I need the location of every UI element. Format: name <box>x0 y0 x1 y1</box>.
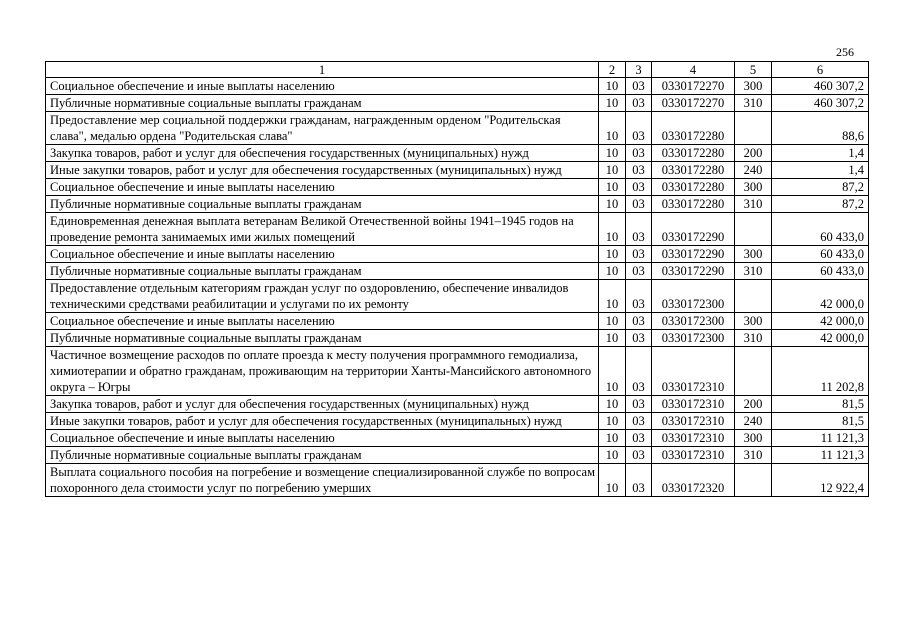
column-header-sum: 6 <box>772 62 869 78</box>
cell-csr: 0330172280 <box>652 179 735 196</box>
table-row <box>46 430 869 447</box>
cell-pr: 03 <box>626 313 652 330</box>
cell-name: Закупка товаров, работ и услуг для обеспечения государственных (муниципальных) нужд <box>46 396 599 413</box>
cell-rz: 10 <box>599 464 626 497</box>
cell-name: Социальное обеспечение и иные выплаты населению <box>46 430 599 447</box>
cell-rz: 10 <box>599 413 626 430</box>
cell-sum: 1,4 <box>772 162 869 179</box>
cell-name: Социальное обеспечение и иные выплаты населению <box>46 246 599 263</box>
cell-vr <box>735 347 772 396</box>
cell-vr: 200 <box>735 396 772 413</box>
cell-csr: 0330172280 <box>652 162 735 179</box>
cell-name: Предоставление отдельным категориям граждан услуг по оздоровлению, обеспечение инвалидов техническими средствами реабилитации и услугами по их ремонту <box>46 280 599 313</box>
cell-vr: 300 <box>735 313 772 330</box>
cell-vr <box>735 112 772 145</box>
table-body <box>46 62 869 497</box>
cell-csr: 0330172280 <box>652 145 735 162</box>
cell-vr <box>735 464 772 497</box>
table-row <box>46 78 869 95</box>
cell-name: Выплата социального пособия на погребение и возмещение специализированной службе по вопросам похоронного дела стоимости услуг по погребению умерших <box>46 464 599 497</box>
cell-pr: 03 <box>626 179 652 196</box>
cell-vr <box>735 280 772 313</box>
cell-rz: 10 <box>599 213 626 246</box>
table-row <box>46 246 869 263</box>
cell-csr: 0330172280 <box>652 112 735 145</box>
cell-csr: 0330172310 <box>652 413 735 430</box>
table-row <box>46 162 869 179</box>
cell-rz: 10 <box>599 112 626 145</box>
table-row <box>46 347 869 396</box>
cell-csr: 0330172290 <box>652 246 735 263</box>
table-row <box>46 112 869 145</box>
budget-table <box>45 61 869 497</box>
cell-rz: 10 <box>599 246 626 263</box>
cell-vr: 300 <box>735 246 772 263</box>
cell-pr: 03 <box>626 447 652 464</box>
cell-name: Закупка товаров, работ и услуг для обеспечения государственных (муниципальных) нужд <box>46 145 599 162</box>
cell-name: Публичные нормативные социальные выплаты гражданам <box>46 95 599 112</box>
cell-pr: 03 <box>626 145 652 162</box>
table-row <box>46 330 869 347</box>
cell-pr: 03 <box>626 413 652 430</box>
cell-vr: 310 <box>735 196 772 213</box>
column-header-csr: 4 <box>652 62 735 78</box>
column-header-vr: 5 <box>735 62 772 78</box>
cell-vr: 310 <box>735 330 772 347</box>
cell-sum: 81,5 <box>772 413 869 430</box>
cell-sum: 42 000,0 <box>772 330 869 347</box>
cell-vr: 200 <box>735 145 772 162</box>
cell-sum: 42 000,0 <box>772 280 869 313</box>
cell-csr: 0330172280 <box>652 196 735 213</box>
cell-rz: 10 <box>599 263 626 280</box>
cell-name: Предоставление мер социальной поддержки гражданам, награжденным орденом "Родительская слава", медалью ордена "Родительская слава" <box>46 112 599 145</box>
table-row <box>46 213 869 246</box>
cell-vr: 310 <box>735 95 772 112</box>
table-row <box>46 313 869 330</box>
table-row <box>46 396 869 413</box>
cell-pr: 03 <box>626 430 652 447</box>
cell-csr: 0330172290 <box>652 213 735 246</box>
cell-sum: 87,2 <box>772 196 869 213</box>
cell-name: Социальное обеспечение и иные выплаты населению <box>46 179 599 196</box>
cell-rz: 10 <box>599 396 626 413</box>
cell-sum: 81,5 <box>772 396 869 413</box>
table-row <box>46 179 869 196</box>
table-row <box>46 464 869 497</box>
cell-vr <box>735 213 772 246</box>
cell-pr: 03 <box>626 246 652 263</box>
cell-name: Иные закупки товаров, работ и услуг для обеспечения государственных (муниципальных) нужд <box>46 162 599 179</box>
table-row <box>46 196 869 213</box>
cell-sum: 60 433,0 <box>772 213 869 246</box>
cell-rz: 10 <box>599 330 626 347</box>
table-row <box>46 413 869 430</box>
cell-pr: 03 <box>626 347 652 396</box>
cell-sum: 1,4 <box>772 145 869 162</box>
cell-csr: 0330172300 <box>652 280 735 313</box>
cell-name: Социальное обеспечение и иные выплаты населению <box>46 313 599 330</box>
cell-sum: 60 433,0 <box>772 263 869 280</box>
table-row <box>46 447 869 464</box>
cell-csr: 0330172320 <box>652 464 735 497</box>
cell-pr: 03 <box>626 78 652 95</box>
cell-rz: 10 <box>599 145 626 162</box>
cell-rz: 10 <box>599 78 626 95</box>
cell-csr: 0330172290 <box>652 263 735 280</box>
cell-sum: 11 121,3 <box>772 447 869 464</box>
table-row <box>46 263 869 280</box>
cell-csr: 0330172270 <box>652 95 735 112</box>
cell-vr: 310 <box>735 263 772 280</box>
cell-name: Публичные нормативные социальные выплаты гражданам <box>46 447 599 464</box>
cell-csr: 0330172310 <box>652 347 735 396</box>
cell-csr: 0330172310 <box>652 396 735 413</box>
cell-csr: 0330172300 <box>652 330 735 347</box>
cell-sum: 11 202,8 <box>772 347 869 396</box>
table-row <box>46 95 869 112</box>
cell-rz: 10 <box>599 196 626 213</box>
cell-sum: 87,2 <box>772 179 869 196</box>
cell-pr: 03 <box>626 396 652 413</box>
table-header-row <box>46 62 869 78</box>
cell-csr: 0330172310 <box>652 447 735 464</box>
cell-sum: 12 922,4 <box>772 464 869 497</box>
cell-sum: 88,6 <box>772 112 869 145</box>
cell-vr: 300 <box>735 179 772 196</box>
cell-pr: 03 <box>626 263 652 280</box>
cell-rz: 10 <box>599 430 626 447</box>
cell-pr: 03 <box>626 162 652 179</box>
cell-rz: 10 <box>599 347 626 396</box>
cell-sum: 11 121,3 <box>772 430 869 447</box>
cell-csr: 0330172310 <box>652 430 735 447</box>
column-header-pr: 3 <box>626 62 652 78</box>
cell-rz: 10 <box>599 280 626 313</box>
cell-pr: 03 <box>626 464 652 497</box>
cell-csr: 0330172270 <box>652 78 735 95</box>
cell-name: Иные закупки товаров, работ и услуг для обеспечения государственных (муниципальных) нужд <box>46 413 599 430</box>
cell-pr: 03 <box>626 196 652 213</box>
column-header-rz: 2 <box>599 62 626 78</box>
cell-pr: 03 <box>626 112 652 145</box>
cell-rz: 10 <box>599 313 626 330</box>
cell-vr: 310 <box>735 447 772 464</box>
cell-rz: 10 <box>599 162 626 179</box>
cell-sum: 460 307,2 <box>772 78 869 95</box>
cell-pr: 03 <box>626 280 652 313</box>
cell-vr: 300 <box>735 430 772 447</box>
column-header-name: 1 <box>46 62 599 78</box>
table-row <box>46 280 869 313</box>
cell-pr: 03 <box>626 95 652 112</box>
cell-name: Частичное возмещение расходов по оплате проезда к месту получения программного гемодиализа, химиотерапии и обратно гражданам, проживающим на территории Ханты-Мансийского автономного округа – Югры <box>46 347 599 396</box>
cell-csr: 0330172300 <box>652 313 735 330</box>
page-number: 256 <box>836 45 854 59</box>
cell-name: Единовременная денежная выплата ветеранам Великой Отечественной войны 1941–1945 годов на проведение ремонта занимаемых ими жилых помещений <box>46 213 599 246</box>
cell-vr: 240 <box>735 162 772 179</box>
cell-name: Публичные нормативные социальные выплаты гражданам <box>46 330 599 347</box>
cell-name: Публичные нормативные социальные выплаты гражданам <box>46 196 599 213</box>
table-row <box>46 145 869 162</box>
cell-sum: 42 000,0 <box>772 313 869 330</box>
cell-pr: 03 <box>626 330 652 347</box>
cell-vr: 240 <box>735 413 772 430</box>
cell-rz: 10 <box>599 179 626 196</box>
cell-sum: 460 307,2 <box>772 95 869 112</box>
cell-rz: 10 <box>599 447 626 464</box>
cell-rz: 10 <box>599 95 626 112</box>
cell-name: Социальное обеспечение и иные выплаты населению <box>46 78 599 95</box>
cell-sum: 60 433,0 <box>772 246 869 263</box>
cell-vr: 300 <box>735 78 772 95</box>
cell-name: Публичные нормативные социальные выплаты гражданам <box>46 263 599 280</box>
cell-pr: 03 <box>626 213 652 246</box>
